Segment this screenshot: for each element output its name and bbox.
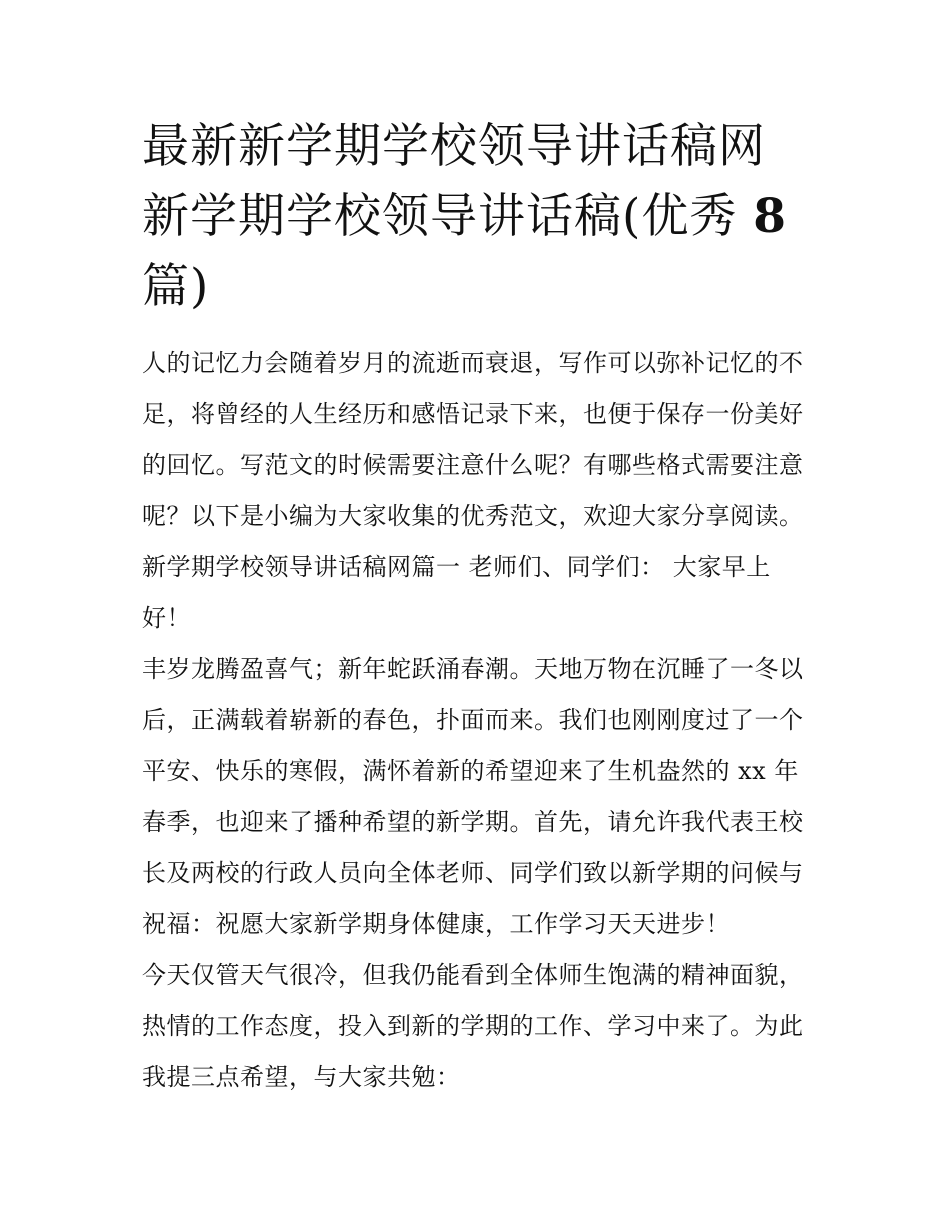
title-count: 8: [753, 189, 787, 244]
document-page: [142, 112, 822, 1103]
title-line-1: 最新新学期学校领导讲话稿网: [142, 119, 766, 174]
paragraph-hopes: 今天仅管天气很冷，但我仍能看到全体师生饱满的精神面貌，热情的工作态度，投入到新的学期的工作、学习中来了。为此我提三点希望，与大家共勉：: [142, 961, 804, 1091]
document-title: [142, 112, 822, 322]
paragraph-greeting: 新学期学校领导讲话稿网篇一 老师们、同学们： 大家早上好！: [142, 553, 771, 632]
title-line-2: 新学期学校领导讲话稿(优秀: [142, 189, 754, 244]
paragraph-spring: 丰岁龙腾盈喜气；新年蛇跃涌春潮。天地万物在沉睡了一冬以后，正满载着崭新的春色，扑面而来。我们也刚刚度过了一个平安、快乐的寒假，满怀着新的希望迎来了生机盎然的 xx 年春季，也迎来了播种希望的新学期。首先，请允许我代表王校长及两校的行政人员向全体老师、同学们致以新学期的问候与祝福：祝愿大家新学期身体健康，工作学习天天进步！: [142, 655, 804, 938]
document-body: [142, 338, 822, 1103]
paragraph-intro: 人的记忆力会随着岁月的流逝而衰退，写作可以弥补记忆的不足，将曾经的人生经历和感悟记录下来，也便于保存一份美好的回忆。写范文的时候需要注意什么呢？有哪些格式需要注意呢？以下是小编为大家收集的优秀范文，欢迎大家分享阅读。: [142, 349, 804, 530]
title-line-3: 篇): [142, 259, 210, 314]
